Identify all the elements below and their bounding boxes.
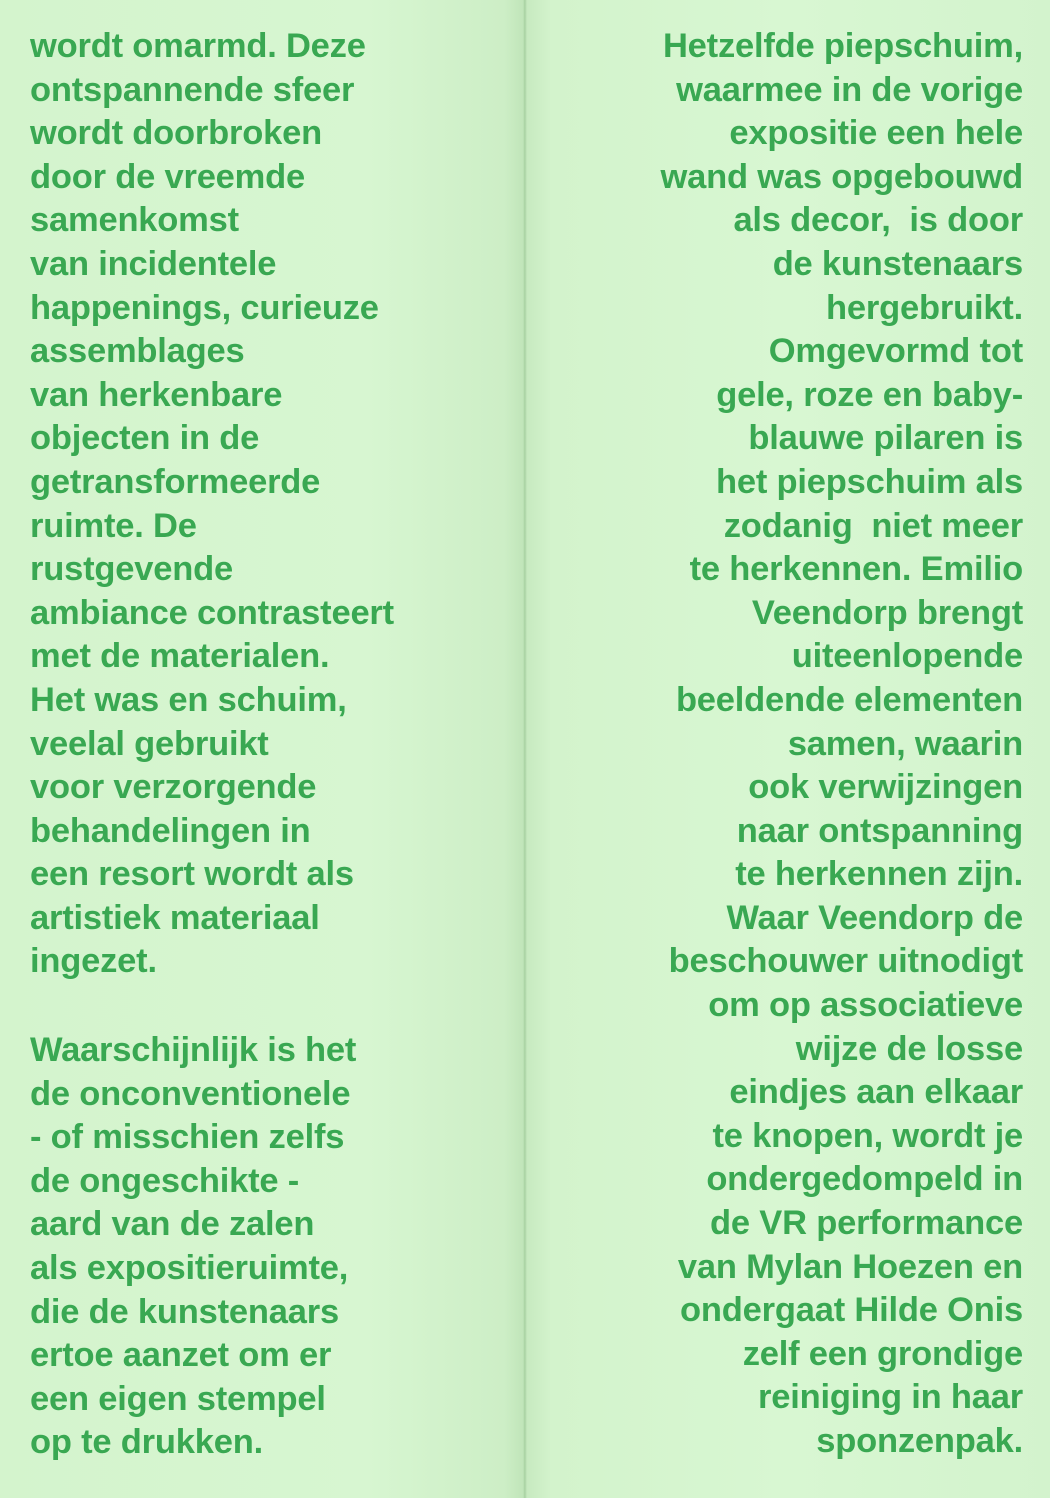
- text-line: getransformeerde: [30, 462, 321, 501]
- text-line: samen, waarin: [787, 724, 1023, 763]
- right-paragraph-1: [661, 25, 1024, 1464]
- left-paragraph-2: [30, 1029, 356, 1465]
- text-line: de kunstenaars: [772, 244, 1023, 283]
- text-line: hergebruikt.: [826, 288, 1023, 327]
- text-line: behandelingen in: [30, 811, 311, 850]
- text-line: die de kunstenaars: [30, 1292, 339, 1331]
- text-line: Veendorp brengt: [751, 593, 1023, 632]
- text-line: als decor, is door: [733, 201, 1023, 240]
- text-line: aard van de zalen: [30, 1205, 315, 1244]
- text-line: objecten in de: [30, 419, 260, 458]
- text-line: wordt omarmd. Deze: [30, 27, 366, 65]
- text-line: het piepschuim als: [716, 462, 1023, 501]
- left-paragraph-1: [30, 25, 394, 984]
- text-line: reiniging in haar: [758, 1378, 1023, 1417]
- text-line: ingezet.: [30, 942, 157, 981]
- text-line: de ongeschikte -: [30, 1161, 300, 1200]
- text-line: Het was en schuim,: [30, 680, 347, 719]
- text-line: veelal gebruikt: [30, 724, 269, 763]
- text-line: Waarschijnlijk is het: [30, 1031, 357, 1069]
- text-line: ondergaat Hilde Onis: [680, 1291, 1023, 1330]
- text-line: een eigen stempel: [30, 1379, 326, 1418]
- text-line: ontspannende sfeer: [30, 70, 355, 109]
- text-line: Omgevormd tot: [768, 332, 1023, 371]
- text-line: van incidentele: [30, 244, 277, 283]
- text-line: de onconventionele: [30, 1074, 351, 1113]
- text-line: sponzenpak.: [816, 1422, 1023, 1460]
- text-line: - of misschien zelfs: [30, 1118, 345, 1157]
- text-line: assemblages: [30, 332, 245, 371]
- text-line: waarmee in de vorige: [676, 70, 1023, 109]
- text-line: de VR performance: [710, 1204, 1023, 1243]
- text-line: door de vreemde: [30, 157, 306, 196]
- text-line: gele, roze en baby-: [716, 375, 1023, 414]
- text-line: te herkennen. Emilio: [689, 550, 1023, 589]
- text-line: ondergedompeld in: [706, 1160, 1023, 1199]
- text-line: expositie een hele: [729, 114, 1023, 153]
- text-line: wand was opgebouwd: [660, 157, 1023, 196]
- page-fold: [523, 0, 527, 1498]
- text-line: voor verzorgende: [30, 768, 317, 807]
- text-line: Hetzelfde piepschuim,: [662, 27, 1023, 65]
- text-line: rustgevende: [30, 550, 233, 589]
- text-line: happenings, curieuze: [30, 288, 379, 327]
- text-line: naar ontspanning: [736, 811, 1023, 850]
- text-line: ruimte. De: [30, 506, 197, 545]
- text-line: als expositieruimte,: [30, 1248, 349, 1287]
- text-line: beeldende elementen: [675, 680, 1023, 719]
- text-line: te herkennen zijn.: [735, 855, 1023, 894]
- text-line: artistiek materiaal: [30, 898, 320, 937]
- text-line: te knopen, wordt je: [712, 1116, 1023, 1155]
- text-line: zodanig niet meer: [723, 506, 1023, 545]
- text-line: ambiance contrasteert: [30, 593, 394, 632]
- text-line: van herkenbare: [30, 375, 283, 414]
- text-line: wijze de losse: [795, 1029, 1023, 1068]
- text-line: van Mylan Hoezen en: [677, 1247, 1023, 1286]
- text-line: blauwe pilaren is: [748, 419, 1023, 458]
- text-line: eindjes aan elkaar: [729, 1073, 1023, 1112]
- text-line: met de materialen.: [30, 637, 330, 676]
- text-line: Waar Veendorp de: [726, 898, 1023, 937]
- text-line: op te drukken.: [30, 1423, 263, 1462]
- text-line: ook verwijzingen: [748, 768, 1023, 807]
- text-line: om op associatieve: [708, 986, 1023, 1025]
- text-line: uiteenlopende: [791, 637, 1023, 676]
- text-line: wordt doorbroken: [30, 114, 322, 153]
- text-line: zelf een grondige: [742, 1334, 1023, 1373]
- text-line: ertoe aanzet om er: [30, 1336, 332, 1375]
- text-line: samenkomst: [30, 201, 239, 240]
- text-line: beschouwer uitnodigt: [668, 942, 1023, 981]
- text-line: een resort wordt als: [30, 855, 354, 894]
